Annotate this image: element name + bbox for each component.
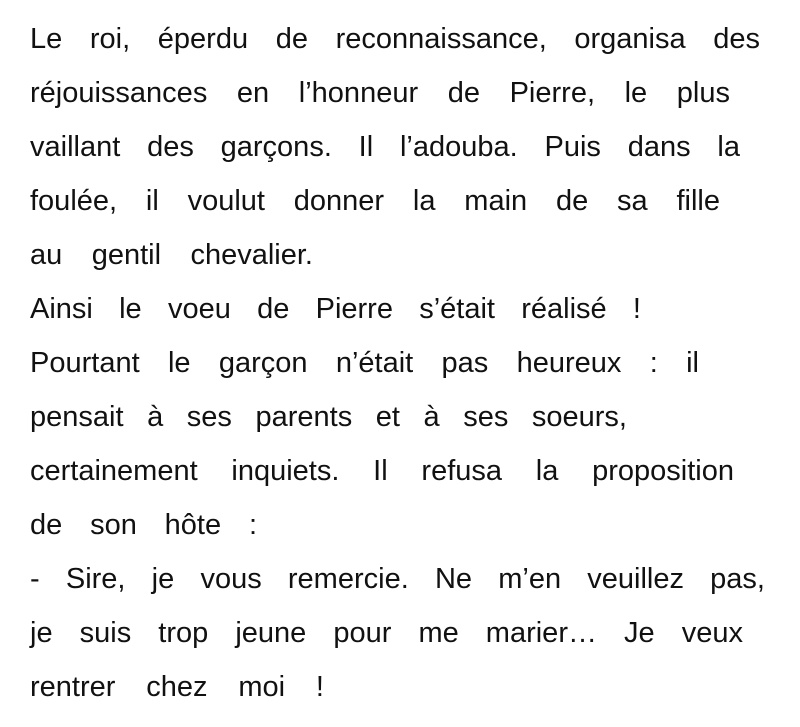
text-line-12: je suis trop jeune pour me marier… Je veux [30, 617, 743, 649]
text-line-7: Pourtant le garçon n’était pas heureux : il [30, 347, 699, 379]
text-line-13: rentrer chez moi ! [30, 671, 324, 703]
story-text [30, 12, 775, 714]
text-line-5: au gentil chevalier. [30, 239, 313, 271]
text-line-8: pensait à ses parents et à ses soeurs, [30, 401, 627, 433]
text-line-1: Le roi, éperdu de reconnaissance, organisa des [30, 23, 760, 55]
text-line-2: réjouissances en l’honneur de Pierre, le plus [30, 77, 730, 109]
text-line-9: certainement inquiets. Il refusa la proposition [30, 455, 734, 487]
text-line-11: - Sire, je vous remercie. Ne m’en veuillez pas, [30, 563, 765, 595]
text-line-6: Ainsi le voeu de Pierre s’était réalisé ! [30, 293, 641, 325]
text-line-4: foulée, il voulut donner la main de sa fille [30, 185, 720, 217]
text-line-3: vaillant des garçons. Il l’adouba. Puis dans la [30, 131, 740, 163]
text-line-10: de son hôte : [30, 509, 257, 541]
